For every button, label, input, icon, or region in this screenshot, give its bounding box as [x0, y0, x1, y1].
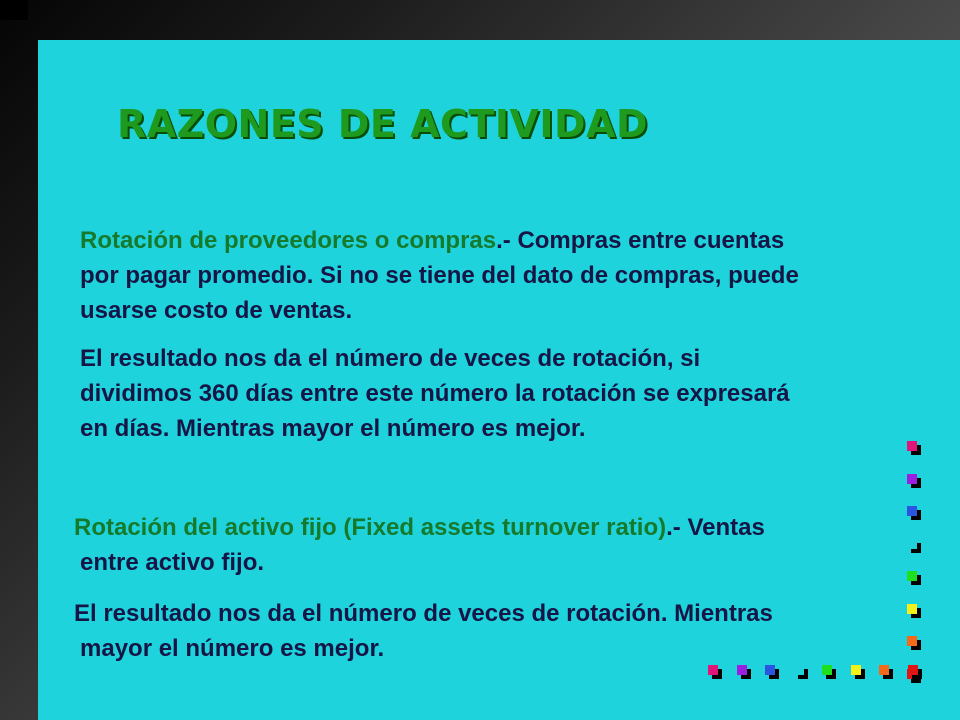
paragraph-line	[74, 510, 765, 545]
paragraph-line: El resultado nos da el número de veces de rotación, si	[80, 345, 701, 372]
paragraph-line: entre activo fijo.	[80, 549, 265, 576]
paragraph-line: en días. Mientras mayor el número es mejor.	[80, 415, 586, 442]
term-rotacion-activo-fijo: Rotación del activo fijo (Fixed assets turnover ratio)	[74, 514, 667, 541]
paragraph-resultado-1	[80, 341, 790, 446]
definition-text: .- Ventas	[666, 514, 765, 541]
paragraph-rotacion-activo-fijo	[74, 510, 765, 580]
slide-title: RAZONES DE ACTIVIDAD	[117, 102, 649, 146]
paragraph-resultado-2	[74, 596, 773, 666]
paragraph-line: mayor el número es mejor.	[80, 635, 385, 662]
definition-text: .- Compras entre cuentas	[496, 227, 785, 254]
term-rotacion-proveedores: Rotación de proveedores o compras	[80, 227, 497, 254]
corner-tab	[0, 0, 28, 20]
paragraph-line	[80, 223, 799, 258]
paragraph-line: El resultado nos da el número de veces de rotación. Mientras	[74, 600, 773, 627]
paragraph-line: usarse costo de ventas.	[80, 297, 353, 324]
paragraph-rotacion-proveedores	[80, 223, 799, 328]
paragraph-line: por pagar promedio. Si no se tiene del dato de compras, puede	[80, 262, 799, 289]
paragraph-line: dividimos 360 días entre este número la rotación se expresará	[80, 380, 790, 407]
